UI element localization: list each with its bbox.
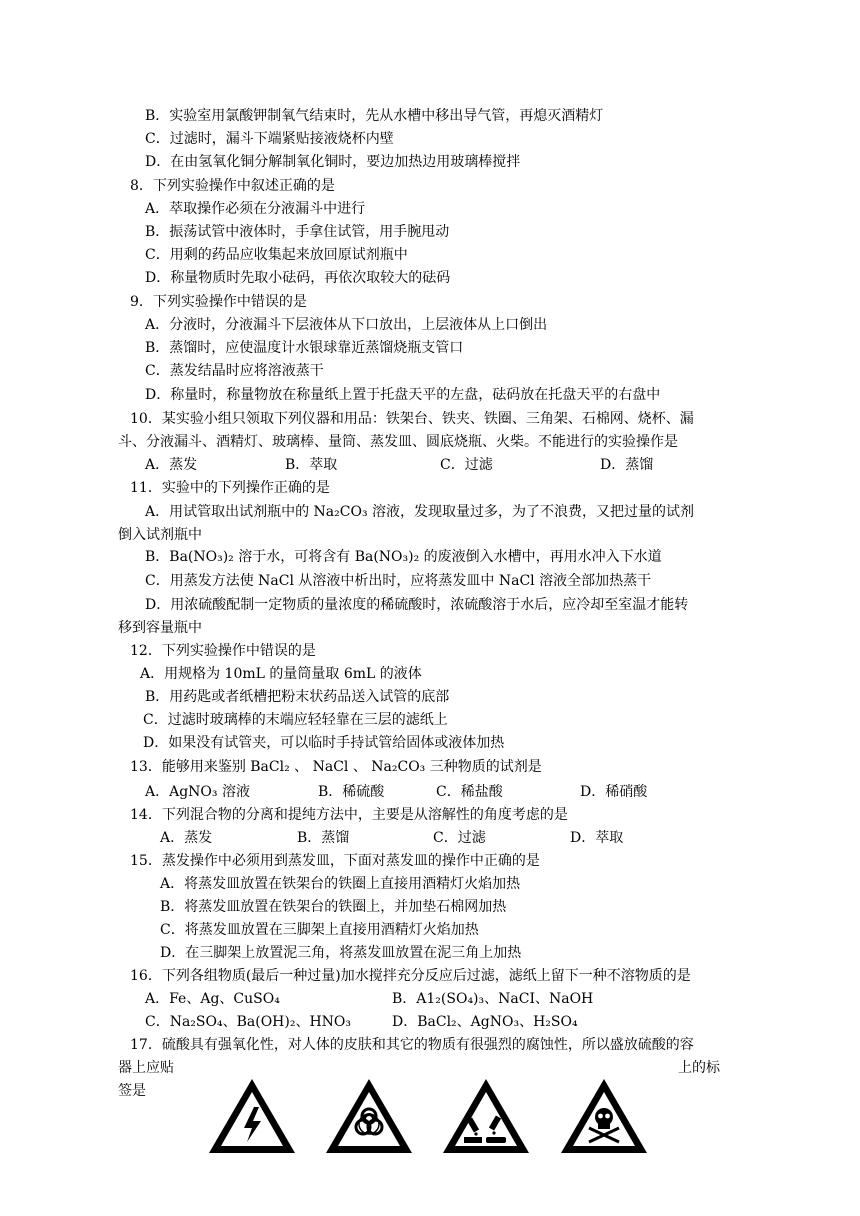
q11-stem: 11．实验中的下列操作正确的是 [130, 480, 330, 496]
q11-option-c: C．用蒸发方法使 NaCl 从溶液中析出时，应将蒸发皿中 NaCl 溶液全部加热蒸干 [145, 573, 652, 589]
q14-stem: 14．下列混合物的分离和提纯方法中，主要是从溶解性的角度考虑的是 [130, 807, 568, 823]
q11-option-d-line1: D．用浓硫酸配制一定物质的量浓度的稀硫酸时，浓硫酸溶于水后，应冷却至室温才能转 [145, 597, 689, 613]
q11-option-b: B．Ba(NO₃)₂ 溶于水，可将含有 Ba(NO₃)₂ 的废液倒入水槽中，再用水冲入下水道 [145, 549, 662, 565]
q16-stem: 16．下列各组物质(最后一种过量)加水搅拌充分反应后过滤，滤纸上留下一种不溶物质的是 [130, 968, 691, 984]
corrosive-icon [440, 1076, 532, 1156]
q15-stem: 15．蒸发操作中必须用到蒸发皿，下面对蒸发皿的操作中正确的是 [130, 853, 540, 869]
q14-option-a: A．蒸发 [160, 830, 213, 846]
q7-option-b: B．实验室用氯酸钾制氧气结束时，先从水槽中移出导气管，再熄灭酒精灯 [145, 108, 604, 124]
q8-option-a: A．萃取操作必须在分液漏斗中进行 [145, 201, 366, 217]
q16-option-c: C．Na₂SO₄、Ba(OH)₂、HNO₃ [145, 1014, 352, 1030]
electric-shock-icon [206, 1076, 298, 1156]
q9-option-c: C．蒸发结晶时应将溶液蒸干 [145, 363, 324, 379]
q13-option-a: A．AgNO₃ 溶液 [145, 784, 250, 800]
q12-stem: 12．下列实验操作中错误的是 [130, 643, 316, 659]
q11-option-d-line2: 移到容量瓶中 [118, 620, 202, 636]
q16-option-d: D．BaCl₂、AgNO₃、H₂SO₄ [392, 1014, 578, 1030]
q12-option-d: D．如果没有试管夹，可以临时手持试管给固体或液体加热 [143, 735, 505, 751]
q8-option-c: C．用剩的药品应收集起来放回原试剂瓶中 [145, 247, 408, 263]
q13-option-d: D．稀硝酸 [580, 784, 648, 800]
q10-stem-line1: 10．某实验小组只领取下列仪器和用品：铁架台、铁夹、铁圈、三角架、石棉网、烧杯、漏 [130, 411, 694, 427]
q15-option-c: C．将蒸发皿放置在三脚架上直接用酒精灯火焰加热 [160, 922, 479, 938]
q10-option-a: A．蒸发 [145, 457, 198, 473]
q15-option-b: B．将蒸发皿放置在铁架台的铁圈上，并加垫石棉网加热 [160, 899, 507, 915]
q17-stem-line2-start: 器上应贴 [118, 1060, 174, 1076]
q16-option-b: B．A1₂(SO₄)₃、NaCI、NaOH [392, 991, 594, 1007]
q14-option-c: C．过滤 [433, 830, 486, 846]
q10-option-d: D．蒸馏 [600, 457, 654, 473]
q17-stem-line1: 17．硫酸具有强氧化性，对人体的皮肤和其它的物质有很强烈的腐蚀性，所以盛放硫酸的容 [130, 1037, 694, 1053]
q14-option-d: D．萃取 [570, 830, 624, 846]
q14-option-b: B．蒸馏 [297, 830, 350, 846]
q8-option-b: B．振荡试管中液体时，手拿住试管，用手腕甩动 [145, 224, 450, 240]
q17-stem-line3: 签是 [118, 1083, 146, 1099]
q13-option-c: C．稀盐酸 [436, 784, 503, 800]
toxic-skull-icon [558, 1076, 650, 1156]
q8-option-d: D．称量物质时先取小砝码，再依次取较大的砝码 [145, 270, 451, 286]
q12-option-b: B．用药匙或者纸槽把粉末状药品送入试管的底部 [145, 689, 450, 705]
q13-option-b: B．稀硫酸 [318, 784, 385, 800]
q7-option-c: C．过滤时，漏斗下端紧贴接液烧杯内壁 [145, 131, 394, 147]
q9-option-d: D．称量时，称量物放在称量纸上置于托盘天平的左盘，砝码放在托盘天平的右盘中 [145, 387, 661, 403]
q10-stem-line2: 斗、分液漏斗、酒精灯、玻璃棒、量筒、蒸发皿、圆底烧瓶、火柴。不能进行的实验操作是 [118, 434, 678, 450]
q12-option-c: C．过滤时玻璃棒的末端应轻轻靠在三层的滤纸上 [143, 712, 448, 728]
q8-stem: 8．下列实验操作中叙述正确的是 [130, 178, 335, 194]
q10-option-c: C．过滤 [440, 457, 493, 473]
q9-option-a: A．分液时，分液漏斗下层液体从下口放出，上层液体从上口倒出 [145, 317, 548, 333]
q12-option-a: A．用规格为 10mL 的量筒量取 6mL 的液体 [140, 666, 422, 682]
q11-option-a-line1: A．用试管取出试剂瓶中的 Na₂CO₃ 溶液，发现取量过多，为了不浪费，又把过量的试剂 [145, 504, 695, 520]
q13-stem: 13．能够用来鉴别 BaCl₂ 、 NaCl 、 Na₂CO₃ 三种物质的试剂是 [130, 759, 542, 775]
q16-option-a: A．Fe、Ag、CuSO₄ [145, 991, 280, 1007]
q15-option-d: D．在三脚架上放置泥三角，将蒸发皿放置在泥三角上加热 [160, 945, 522, 961]
q9-option-b: B．蒸馏时，应使温度计水银球靠近蒸馏烧瓶支管口 [145, 340, 464, 356]
q10-option-b: B．萃取 [285, 457, 338, 473]
q17-stem-line2-end: 上的标 [678, 1060, 720, 1076]
q9-stem: 9．下列实验操作中错误的是 [130, 294, 307, 310]
biohazard-icon [323, 1076, 415, 1156]
q7-option-d: D．在由氢氧化铜分解制氧化铜时，要边加热边用玻璃棒搅拌 [145, 154, 521, 170]
q15-option-a: A．将蒸发皿放置在铁架台的铁圈上直接用酒精灯火焰加热 [160, 876, 521, 892]
q11-option-a-line2: 倒入试剂瓶中 [118, 527, 202, 543]
